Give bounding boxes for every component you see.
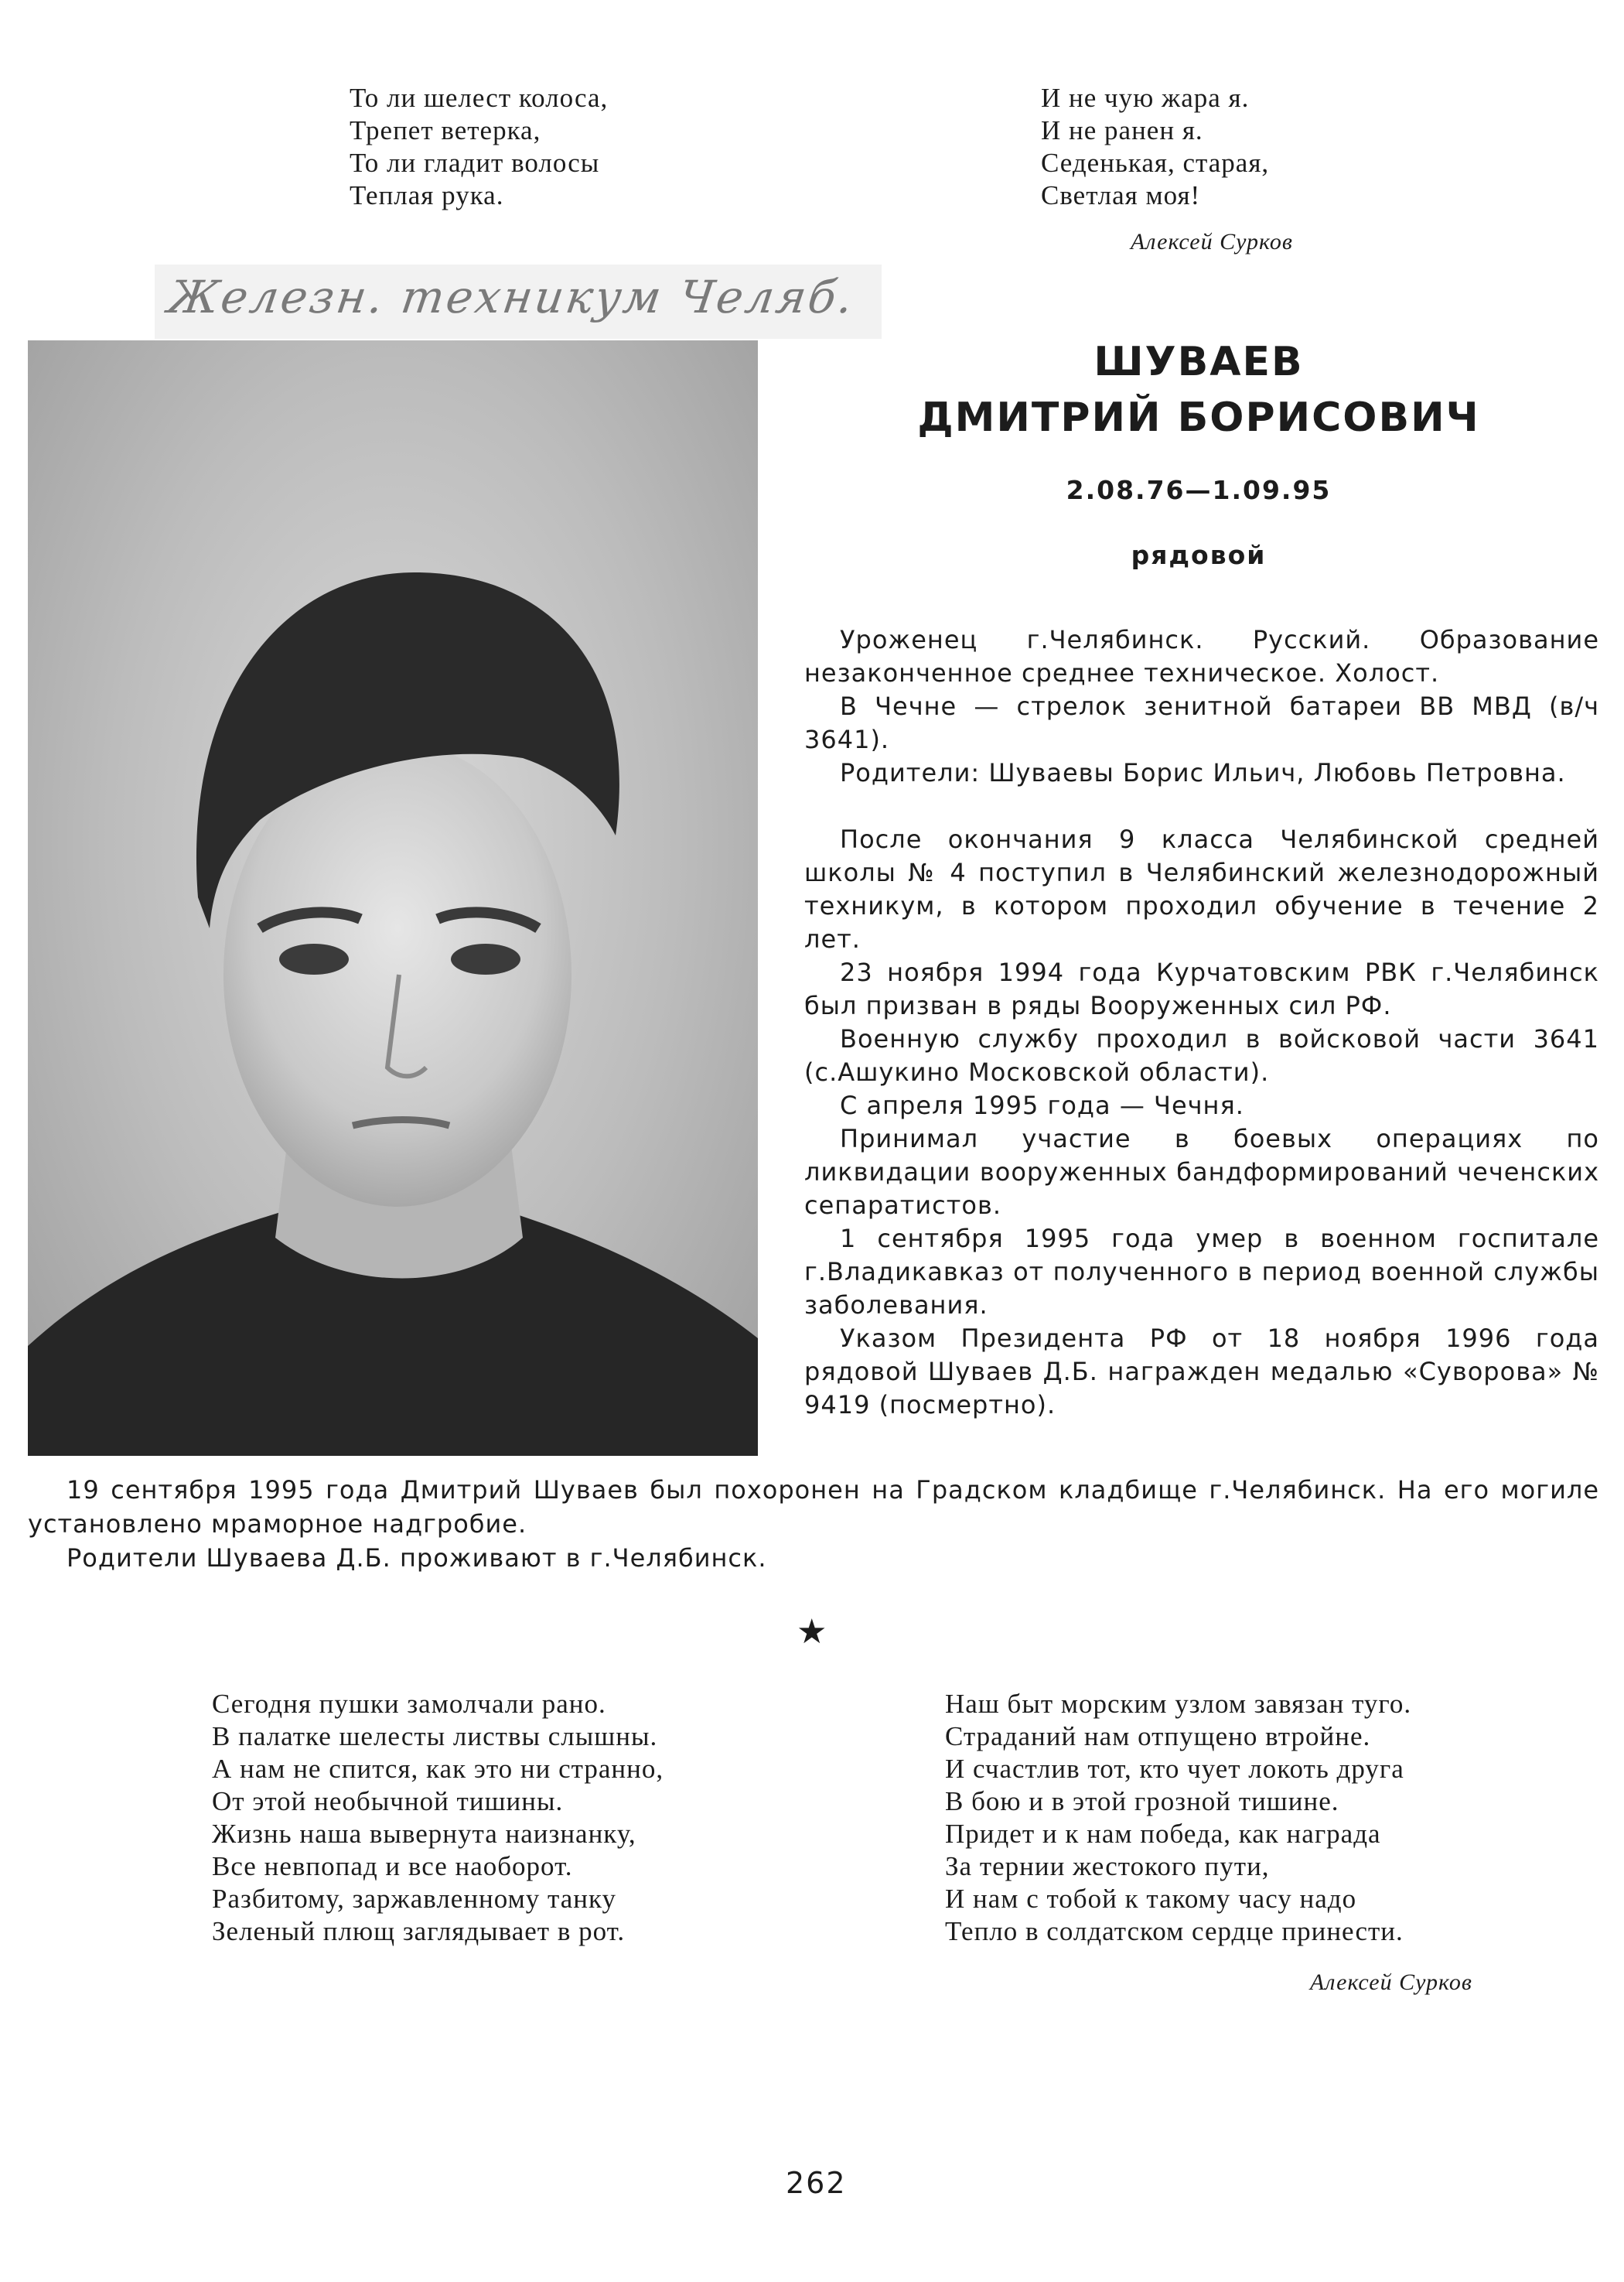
bio-paragraph: 1 сентября 1995 года умер в военном госпитале г.Владикавказ от полученного в период военной службы заболевания. (804, 1224, 1599, 1320)
bio-paragraph: В Чечне — стрелок зенитной батареи ВВ МВД (в/ч 3641). (804, 692, 1599, 754)
handwritten-note-text: Железн. техникум Челяб. (165, 271, 858, 323)
poem-line: А нам не спится, как это ни странно, (212, 1754, 664, 1784)
poem-line: То ли шелест колоса, (350, 83, 609, 113)
paragraph-gap (804, 790, 1599, 823)
top-poem-left (350, 82, 608, 212)
poem-line: Тепло в солдатском сердце принести. (945, 1916, 1404, 1946)
bio-paragraph: Принимал участие в боевых операциях по ликвидации вооруженных бандформирований чеченских сепаратистов. (804, 1124, 1599, 1220)
parents-paragraph: Родители Шуваева Д.Б. проживают в г.Челябинск. (67, 1543, 767, 1573)
bottom-poem-left (212, 1688, 664, 1948)
handwritten-note (155, 265, 882, 339)
poem-line: Наш быт морским узлом завязан туго. (945, 1689, 1412, 1719)
poem-line: Светлая моя! (1041, 180, 1201, 210)
surname-heading: ШУВАЕВ (1093, 339, 1304, 385)
poem-line: Придет и к нам победа, как награда (945, 1819, 1381, 1849)
portrait-silhouette (28, 340, 758, 1456)
poem-line: Теплая рука. (350, 180, 504, 210)
bottom-poem-right (945, 1688, 1411, 1948)
poem-line: Сегодня пушки замолчали рано. (212, 1689, 606, 1719)
top-poem-author: Алексей Сурков (1131, 229, 1293, 255)
burial-text (28, 1473, 1599, 1575)
poem-line: Все невпопад и все наоборот. (212, 1851, 573, 1881)
page-number: 262 (786, 2166, 847, 2200)
burial-paragraph: 19 сентября 1995 года Дмитрий Шуваев был похоронен на Градском кладбище г.Челябинск. На его могиле установлено мраморное надгробие. (28, 1475, 1599, 1539)
poem-line: Зеленый плющ заглядывает в рот. (212, 1916, 626, 1946)
bottom-poem-author: Алексей Сурков (1310, 1969, 1472, 1995)
poem-line: И не чую жара я. (1041, 83, 1250, 113)
bio-paragraph: 23 ноября 1994 года Курчатовским РВК г.Челябинск был призван в ряды Вооруженных сил РФ. (804, 958, 1599, 1020)
poem-line: И нам с тобой к такому часу надо (945, 1884, 1357, 1914)
biography-text (804, 623, 1599, 1422)
poem-line: И не ранен я. (1041, 115, 1203, 145)
bio-paragraph: Указом Президента РФ от 18 ноября 1996 года рядовой Шуваев Д.Б. награжден медалью «Суворова» № 9419 (посмертно). (804, 1324, 1599, 1419)
poem-line: Разбитому, заржавленному танку (212, 1884, 617, 1914)
poem-line: Седенькая, старая, (1041, 148, 1270, 178)
star-icon: ★ (797, 1613, 827, 1651)
bio-paragraph: После окончания 9 класса Челябинской средней школы № 4 поступил в Челябинский железнодорожный техникум, в котором проходил обучение в течение 2 лет. (804, 825, 1599, 954)
poem-line: В бою и в этой грозной тишине. (945, 1786, 1339, 1816)
poem-line: От этой необычной тишины. (212, 1786, 564, 1816)
poem-line: И счастлив тот, кто чует локоть друга (945, 1754, 1404, 1784)
bio-paragraph: С апреля 1995 года — Чечня. (840, 1091, 1244, 1120)
poem-line: За тернии жестокого пути, (945, 1851, 1270, 1881)
poem-line: В палатке шелесты листвы слышны. (212, 1721, 658, 1751)
top-poem-right (1041, 82, 1269, 212)
poem-line: Жизнь наша вывернута наизнанку, (212, 1819, 636, 1849)
bio-paragraph: Военную службу проходил в войсковой части 3641 (с.Ашукино Московской области). (804, 1024, 1599, 1087)
military-rank: рядовой (1131, 540, 1267, 570)
bio-paragraph: Родители: Шуваевы Борис Ильич, Любовь Петровна. (840, 758, 1566, 787)
poem-line: То ли гладит волосы (350, 148, 600, 178)
given-names-heading: ДМИТРИЙ БОРИСОВИЧ (917, 395, 1480, 441)
portrait-photo (28, 340, 758, 1456)
life-dates: 2.08.76—1.09.95 (1066, 475, 1332, 505)
bio-paragraph: Уроженец г.Челябинск. Русский. Образование незаконченное среднее техническое. Холост. (804, 625, 1599, 688)
poem-line: Трепет ветерка, (350, 115, 541, 145)
poem-line: Страданий нам отпущено втройне. (945, 1721, 1371, 1751)
